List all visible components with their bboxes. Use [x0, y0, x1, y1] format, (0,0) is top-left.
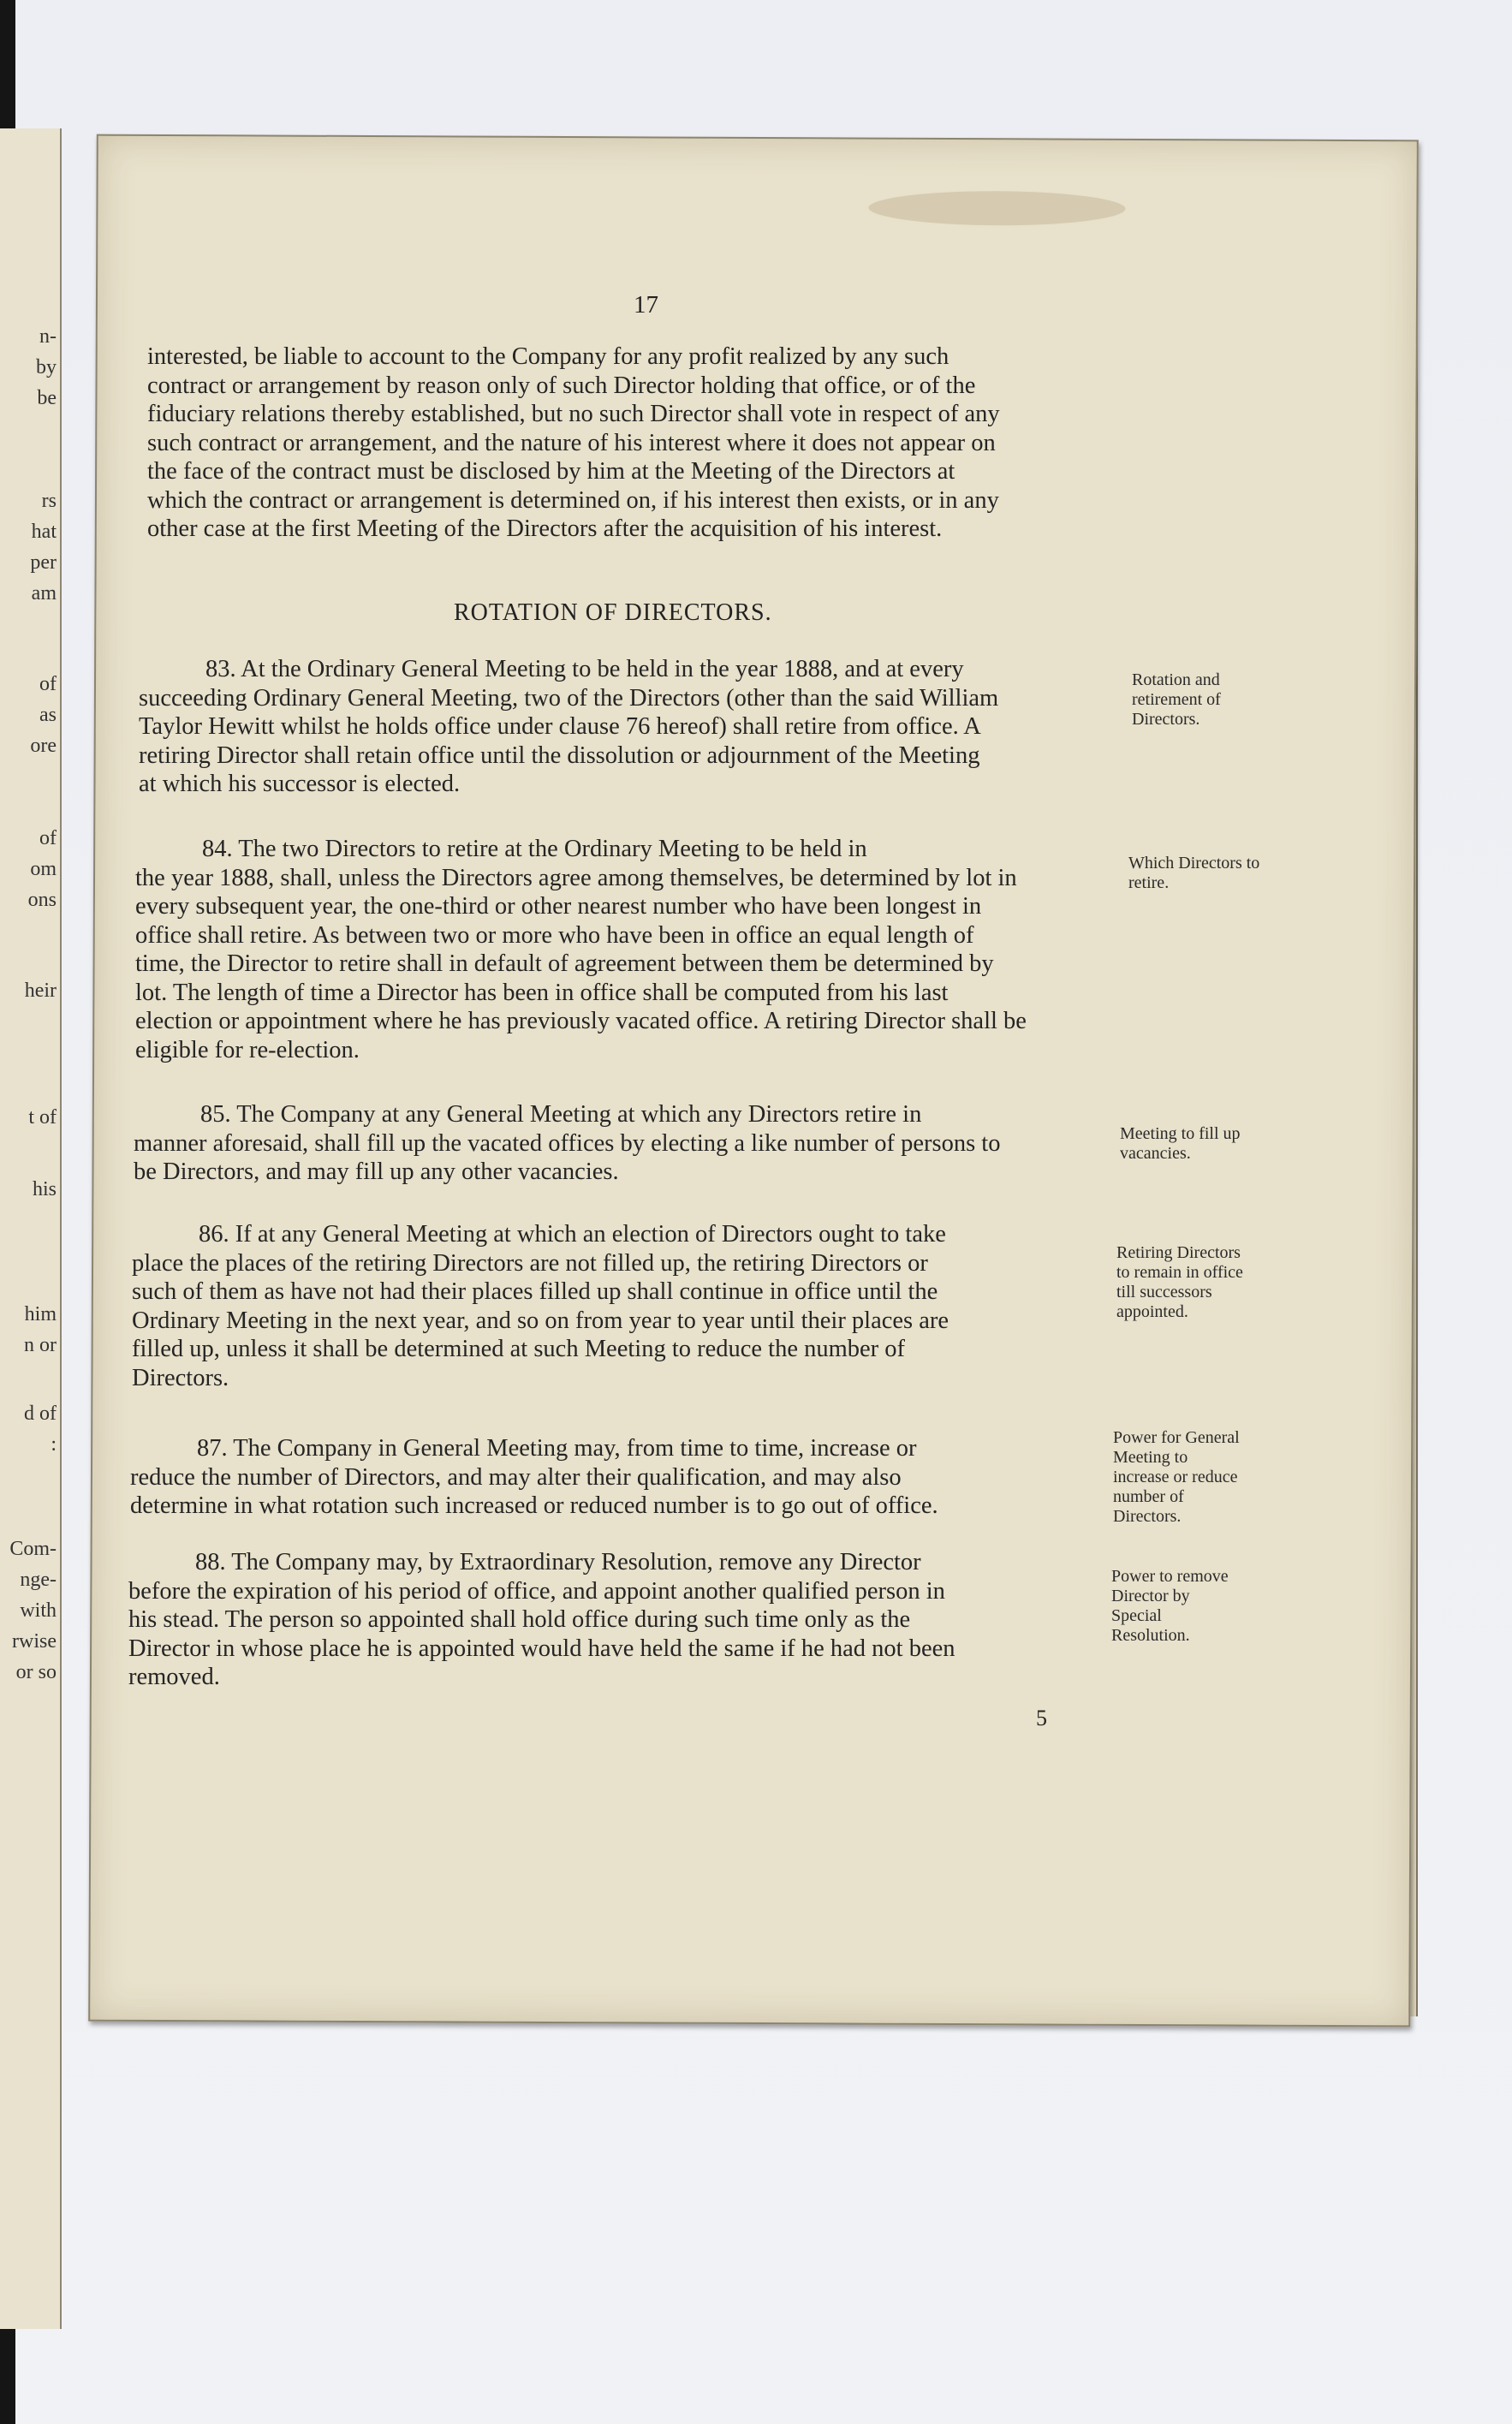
fragment: ons: [27, 889, 57, 911]
text-line: manner aforesaid, shall fill up the vacated offices by electing a like number of persons to: [134, 1129, 1001, 1157]
fragment: by: [36, 356, 57, 378]
text-line: at which his successor is elected.: [139, 771, 461, 797]
fragment: as: [39, 704, 57, 726]
fragment: of: [39, 827, 57, 849]
text-line: office shall retire. As between two or more who have been in office an equal length of: [135, 921, 974, 949]
section-heading: ROTATION OF DIRECTORS.: [454, 599, 772, 626]
text-line: the year 1888, shall, unless the Directors agree among themselves, be determined by lot in: [135, 864, 1017, 891]
text-line: the face of the contract must be disclosed by him at the Meeting of the Directors at: [147, 458, 955, 485]
text-line: contract or arrangement by reason only of such Director holding that office, or of the: [147, 372, 976, 399]
text-line: his stead. The person so appointed shall hold office during such time only as the: [128, 1606, 911, 1633]
margin-note-88: Power to remove Director by Special Resolution.: [1111, 1567, 1229, 1645]
text-line: before the expiration of his period of office, and appoint another qualified person in: [128, 1577, 945, 1605]
fragment: with: [20, 1599, 57, 1622]
fragment: rs: [41, 490, 57, 512]
fragment: per: [30, 551, 57, 574]
text-line: which the contract or arrangement is determined on, if his interest then exists, or in any: [147, 486, 999, 514]
text-line: place the places of the retiring Directors are not filled up, the retiring Directors or: [132, 1249, 928, 1277]
text-line: Taylor Hewitt whilst he holds office under clause 76 hereof) shall retire from office. A: [139, 713, 981, 740]
text-line: interested, be liable to account to the Company for any profit realized by any such: [147, 343, 949, 370]
fragment: Com-: [9, 1538, 57, 1560]
fragment: of: [39, 673, 57, 695]
text-line: removed.: [128, 1664, 220, 1690]
fragment: n or: [24, 1334, 57, 1356]
clause-84: [135, 835, 1116, 1064]
clause-86: [132, 1220, 1106, 1392]
fragment: nge-: [20, 1569, 57, 1591]
text-line: Directors.: [132, 1364, 229, 1391]
margin-note-86: Retiring Directors to remain in office till successors appointed.: [1116, 1243, 1243, 1321]
facing-page-edge: [0, 128, 62, 2329]
margin-note-83: Rotation and retirement of Directors.: [1132, 670, 1221, 729]
signature-number: 5: [1036, 1706, 1047, 1730]
page-number: 17: [634, 291, 658, 319]
fragment: rwise: [12, 1630, 57, 1653]
text-line: such contract or arrangement, and the nature of his interest where it does not appear on: [147, 429, 996, 456]
fragment: or so: [15, 1661, 57, 1683]
clause-85: [134, 1100, 1110, 1187]
text-line: 86. If at any General Meeting at which an election of Directors ought to take: [199, 1221, 946, 1248]
paper-stain: [868, 191, 1125, 226]
fragment: d of: [24, 1403, 57, 1425]
fragment: om: [30, 858, 57, 880]
text-line: be Directors, and may fill up any other vacancies.: [134, 1158, 619, 1185]
text-line: 87. The Company in General Meeting may, from time to time, increase or: [197, 1435, 917, 1462]
clause-88: [128, 1548, 1100, 1692]
text-line: lot. The length of time a Director has been in office shall be computed from his last: [135, 979, 949, 1006]
text-line: determine in what rotation such increased or reduced number is to go out of office.: [130, 1492, 938, 1519]
text-line: Ordinary Meeting in the next year, and so on from year to year until their places are: [132, 1307, 949, 1334]
intro-paragraph: [147, 342, 1123, 544]
fragment: am: [31, 582, 57, 605]
fragment: heir: [24, 980, 57, 1002]
margin-note-87: Power for General Meeting to increase or reduce number of Directors.: [1113, 1428, 1240, 1526]
text-line: Director in whose place he is appointed would have held the same if he had not been: [128, 1635, 955, 1662]
text-line: succeeding Ordinary General Meeting, two of the Directors (other than the said William: [139, 684, 999, 712]
text-line: 88. The Company may, by Extraordinary Resolution, remove any Director: [195, 1549, 921, 1575]
clause-87: [130, 1434, 1102, 1521]
text-line: 83. At the Ordinary General Meeting to be held in the year 1888, and at every: [205, 656, 964, 682]
text-line: such of them as have not had their places filled up shall continue in office until the: [132, 1278, 938, 1305]
fragment: hat: [31, 521, 57, 543]
fragment: be: [37, 387, 57, 409]
clause-83: [139, 655, 1119, 799]
fragment: his: [32, 1178, 57, 1200]
margin-note-85: Meeting to fill up vacancies.: [1120, 1124, 1241, 1163]
text-line: time, the Director to retire shall in default of agreement between them be determined by: [135, 950, 994, 977]
fragment: :: [51, 1433, 57, 1456]
text-line: 84. The two Directors to retire at the Ordinary Meeting to be held in: [202, 836, 867, 862]
fragment: him: [24, 1303, 57, 1325]
text-line: fiduciary relations thereby established, but no such Director shall vote in respect of any: [147, 401, 1000, 427]
text-line: eligible for re-election.: [135, 1036, 360, 1063]
text-line: election or appointment where he has previously vacated office. A retiring Director shall be: [135, 1008, 1027, 1034]
fragment: t of: [28, 1106, 57, 1129]
fragment: ore: [30, 735, 57, 757]
margin-note-84: Which Directors to retire.: [1128, 854, 1260, 892]
text-line: reduce the number of Directors, and may alter their qualification, and may also: [130, 1463, 902, 1491]
fragment: n-: [39, 325, 57, 348]
text-line: every subsequent year, the one-third or other nearest number who have been longest in: [135, 893, 982, 920]
text-line: retiring Director shall retain office until the dissolution or adjournment of the Meeting: [139, 741, 980, 769]
text-line: filled up, unless it shall be determined at such Meeting to reduce the number of: [132, 1336, 906, 1362]
text-line: other case at the first Meeting of the Directors after the acquisition of his interest.: [147, 515, 943, 542]
text-line: 85. The Company at any General Meeting at which any Directors retire in: [200, 1101, 922, 1128]
